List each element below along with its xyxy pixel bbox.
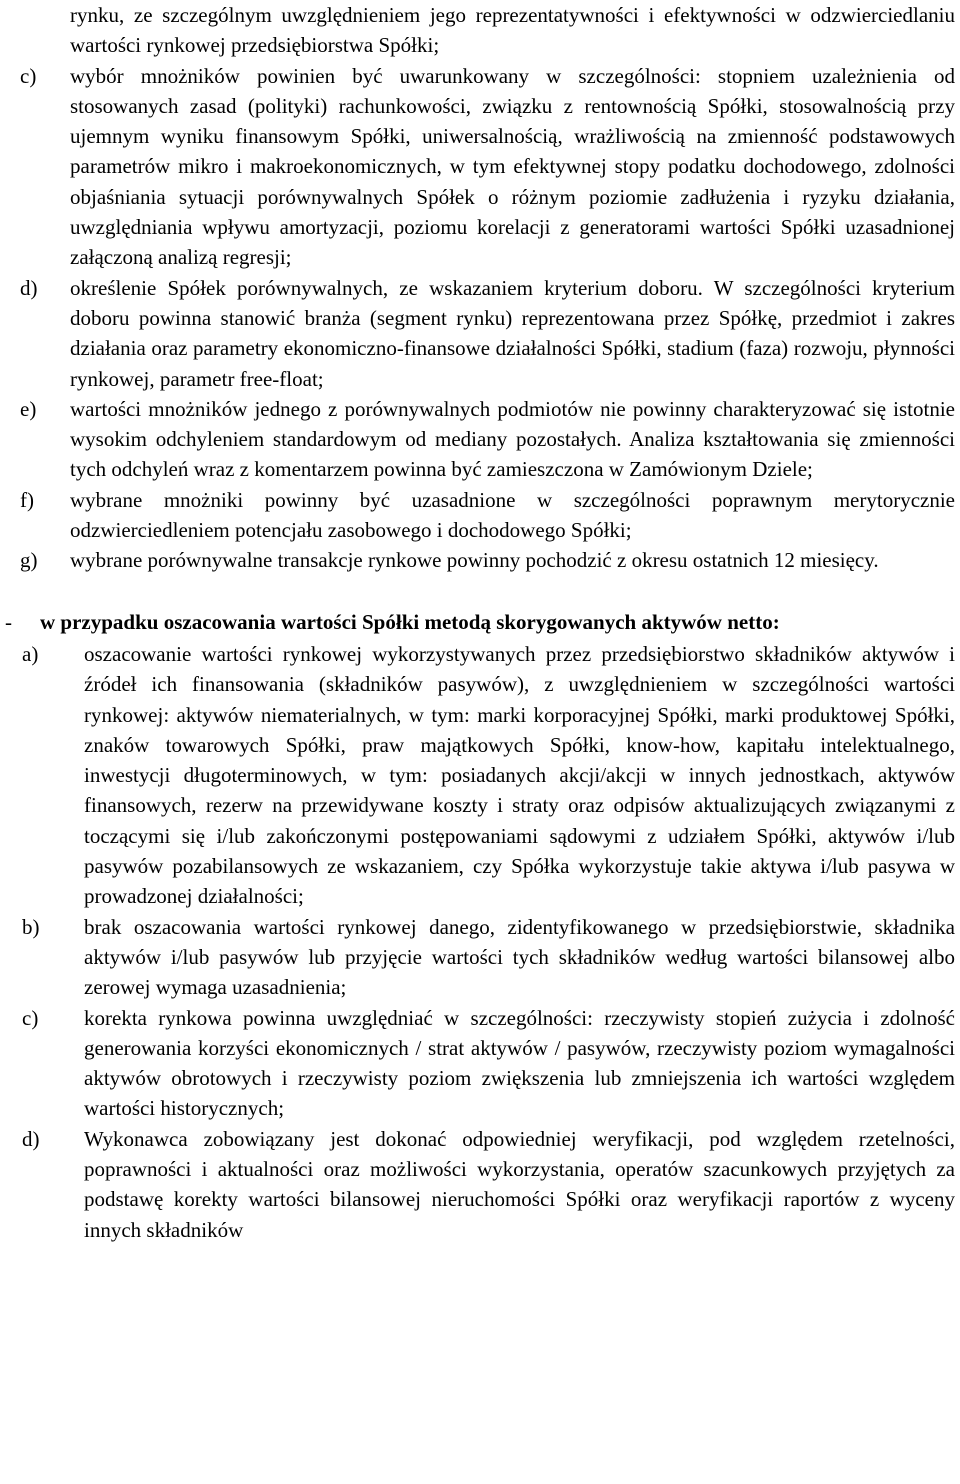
list-item-text: wybrane porównywalne transakcje rynkowe powinny pochodzić z okresu ostatnich 12 miesięcy. xyxy=(70,548,879,573)
list-item-text: oszacowanie wartości rynkowej wykorzystywanych przez przedsiębiorstwo składników aktywów i źródeł ich finansowania (składników pasywów), z uwzględnieniem w szczególności wartości rynkowej: aktywów niematerialnych, w tym: marki korporacyjnej Spółki, marki produktowej Spółki, znaków towarowych Spółki, praw majątkowych Spółki, know-how, kapitału intelektualnego, inwestycji długoterminowych, w tym: posiadanych akcji/akcji w innych jednostkach, aktywów finansowych, rezerw na przewidywane koszty i straty oraz odpisów aktualizujących związanymi z toczącymi się i/lub zakończonymi postępowaniami sądowymi z udziałem Spółki, aktywów i/lub pasywów pozabilansowych ze wskazaniem, czy Spółka wykorzystuje takie aktywa i/lub pasywa w prowadzonej działalności; xyxy=(84,641,955,909)
list-item xyxy=(70,0,955,61)
list-item-text: wybór mnożników powinien być uwarunkowany w szczególności: stopniem uzależnienia od stosowanych zasad (polityki) rachunkowości, związku z rentownością Spółki, stosowalnością przy ujemnym wyniku finansowym Spółki, uniwersalnością, wrażliwością na zmienność podstawowych parametrów mikro i makroekonomicznych, w tym efektywnej stopy podatku dochodowego, zdolności objaśniania sytuacji porównywalnych Spółek o różnym poziomie zadłużenia i ryzyku działania, uwzględniania wpływu amortyzacji, poziomu korelacji z generatorami wartości Spółki uzasadnionej załączoną analizą regresji; xyxy=(70,63,955,270)
list-item-text: korekta rynkowa powinna uwzględniać w szczególności: rzeczywisty stopień zużycia i zdolność generowania korzyści ekonomicznych / strat aktywów / pasywów, rzeczywisty poziom wymagalności aktywów obrotowych i rzeczywisty poziom zwiększenia lub zmniejszenia ich wartości względem wartości historycznych; xyxy=(84,1005,955,1121)
list-item xyxy=(20,273,955,394)
heading-text: w przypadku oszacowania wartości Spółki metodą skorygowanych aktywów netto: xyxy=(40,609,780,634)
list-item xyxy=(20,394,955,485)
valuation-criteria-list xyxy=(0,0,960,576)
list-item-text: rynku, ze szczególnym uwzględnieniem jego reprezentatywności i efektywności w odzwierciedlaniu wartości rynkowej przedsiębiorstwa Spółki; xyxy=(70,3,955,58)
list-item xyxy=(22,1003,955,1124)
list-marker: d) xyxy=(20,275,38,300)
list-item xyxy=(20,545,955,575)
list-item xyxy=(20,485,955,546)
list-item-text: Wykonawca zobowiązany jest dokonać odpowiedniej weryfikacji, pod względem rzetelności, poprawności i aktualności oraz możliwości wykorzystania, operatów szacunkowych przyjętych za podstawę korekty wartości bilansowej nieruchomości Spółki oraz weryfikacji raportów z wyceny innych składników xyxy=(84,1126,955,1242)
list-item xyxy=(22,912,955,1003)
list-marker: c) xyxy=(20,63,37,88)
list-marker: d) xyxy=(22,1126,40,1151)
list-item xyxy=(22,1124,955,1245)
list-item xyxy=(20,61,955,273)
list-marker: a) xyxy=(22,641,39,666)
list-marker: f) xyxy=(20,487,34,512)
list-item-text: określenie Spółek porównywalnych, ze wskazaniem kryterium doboru. W szczególności kryterium doboru powinna stanowić branża (segment rynku) reprezentowana przez Spółkę, przedmiot i zakres działania oraz parametry ekonomiczno-finansowe działalności Spółki, stadium (faza) rozwoju, płynności rynkowej, parametr free-float; xyxy=(70,275,955,391)
section-heading xyxy=(5,607,955,637)
list-marker: c) xyxy=(22,1005,39,1030)
list-marker: b) xyxy=(22,914,40,939)
list-marker: g) xyxy=(20,548,38,573)
list-item xyxy=(22,639,955,912)
list-item-text: wybrane mnożniki powinny być uzasadnione w szczególności poprawnym merytorycznie odzwierciedleniem potencjału zasobowego i dochodowego Spółki; xyxy=(70,487,955,543)
list-item-text: wartości mnożników jednego z porównywalnych podmiotów nie powinny charakteryzować się istotnie wysokim odchyleniem standardowym od mediany pozostałych. Analiza kształtowania się zmienności tych odchyleń wraz z komentarzem powinna być zamieszczona w Zamówionym Dziele; xyxy=(70,396,955,482)
list-item-text: brak oszacowania wartości rynkowej danego, zidentyfikowanego w przedsiębiorstwie, składnika aktywów i/lub pasywów lub przyjęcie wartości tych składników według wartości bilansowej albo zerowej wymaga uzasadnienia; xyxy=(84,914,955,1000)
heading-bullet: - xyxy=(5,609,12,634)
adjusted-net-assets-list xyxy=(0,639,960,1245)
list-marker: e) xyxy=(20,396,37,421)
